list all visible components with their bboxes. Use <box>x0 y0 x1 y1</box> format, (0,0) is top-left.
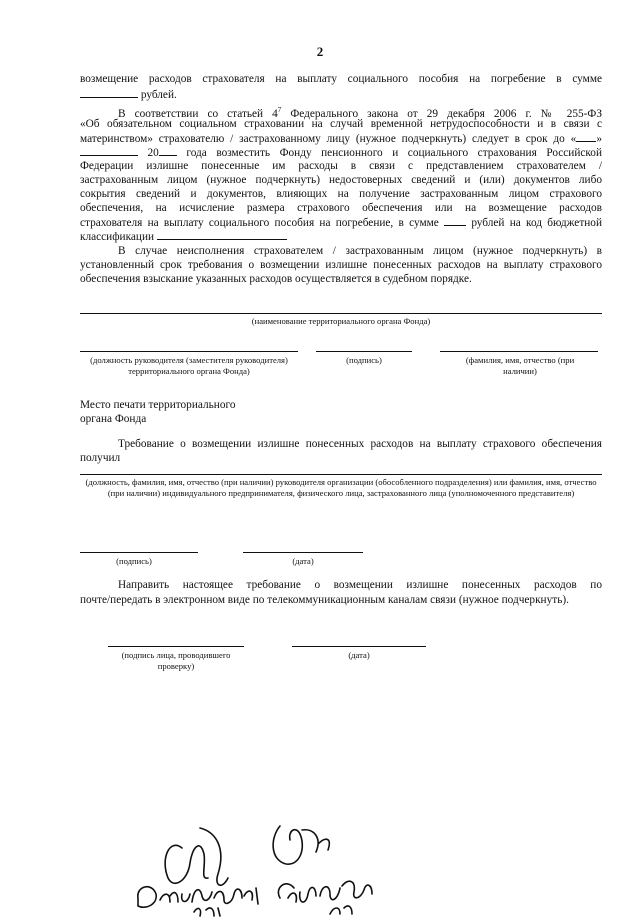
day-blank[interactable] <box>576 131 596 142</box>
p3-l1: В случае неисполнения страхователем / застрахованным лицом (нужное подчеркнуть) в <box>118 245 602 257</box>
paragraph-2-line-7 <box>80 187 602 202</box>
received-l1: Требование о возмещении излишне понесенных расходов на выплату страхового обеспечения <box>118 438 602 450</box>
caption-signature-2: (подпись) <box>116 556 152 566</box>
p2-l6: застрахованным лицом (нужное подчеркнуть) недостоверных сведений и (или) документов либо <box>80 174 602 186</box>
p2-l5: Федерации излишне понесенные им расходы в связи с представлением страхователем / <box>80 160 602 172</box>
p2-l10: классификации <box>80 231 155 243</box>
p2-l9b: рублей на код бюджетной <box>471 217 603 229</box>
head-position-line[interactable] <box>80 351 298 352</box>
full-name-line-1[interactable] <box>440 351 598 352</box>
paragraph-2-line-2 <box>80 117 602 132</box>
paragraph-1-line-1 <box>80 72 602 87</box>
date-line-3[interactable] <box>292 646 426 647</box>
signature-line-2[interactable] <box>80 552 198 553</box>
p2-l8: обеспечения, на исчисление размера страхового обеспечения или на возмещение расходов <box>80 202 602 214</box>
date-line-2[interactable] <box>243 552 363 553</box>
caption-head-position: (должность руководителя (заместителя руководителя) территориального органа Фонда) <box>90 355 288 376</box>
caption-receiver: (должность, фамилия, имя, отчество (при наличии) руководителя организации (обособленного подразделения) или фамилия, имя, отчество (при наличии) индивидуального предпринимателя, физического лица, застрахованного лица (уполномоченного представителя) <box>85 477 597 498</box>
fund-name-line[interactable] <box>80 313 602 314</box>
kbk-blank[interactable] <box>157 229 287 240</box>
caption-full-name-1: (фамилия, имя, отчество (при наличии) <box>465 355 575 376</box>
p2-l2: «Об обязательном социальном страховании на случай временной нетрудоспособности и в связи с <box>80 118 602 130</box>
paragraph-1-text: возмещение расходов страхователя на выплату социального пособия на погребение в сумме <box>80 73 602 85</box>
paragraph-3-line-2 <box>80 258 602 273</box>
send-l1: Направить настоящее требование о возмещении излишне понесенных расходов по <box>118 579 602 591</box>
p2-l4a: 20 <box>147 147 159 159</box>
month-blank[interactable] <box>80 145 138 156</box>
p2-l9a: страхователя на выплату социального пособия на погребение, в сумме <box>80 217 439 229</box>
caption-date-3: (дата) <box>348 650 370 660</box>
year-blank[interactable] <box>159 145 177 156</box>
sum-blank[interactable] <box>444 215 466 226</box>
received-line-2: получил <box>80 452 121 464</box>
paragraph-1-tail: рублей. <box>140 89 177 101</box>
receiver-line[interactable] <box>80 474 602 475</box>
p2-l1b: Федерального закона от 29 декабря 2006 г. № 255-ФЗ <box>281 107 602 120</box>
paragraph-2-line-10 <box>80 229 602 245</box>
send-l2: почте/передать в электронном виде по телекоммуникационным каналам связи (нужное подчеркнуть). <box>80 594 569 606</box>
caption-date-2: (дата) <box>292 556 314 566</box>
paragraph-2-line-6 <box>80 173 602 188</box>
p2-l3b: » <box>596 133 602 145</box>
paragraph-2-line-5 <box>80 159 602 174</box>
p2-l3a: материнством» страхователю / застрахованному лицу (нужное подчеркнуть) следует в срок до « <box>80 133 577 145</box>
caption-signature-1: (подпись) <box>346 355 382 365</box>
p2-l4b: года возместить Фонду пенсионного и социального страхования Российской <box>186 147 602 159</box>
caption-fund-name: (наименование территориального органа Фонда) <box>251 316 431 326</box>
stamp-place-l1: Место печати территориального <box>80 399 236 411</box>
received-line-1 <box>118 437 602 452</box>
p2-l7: сокрытия сведений и документов, влияющих на получение застрахованным лицом страхового <box>80 188 602 200</box>
signature-line-1[interactable] <box>316 351 412 352</box>
checker-signature-line[interactable] <box>108 646 244 647</box>
page-number: 2 <box>316 44 324 59</box>
send-line-2 <box>80 593 602 608</box>
p3-l2: установленный срок требования о возмещении излишне понесенных расходов на выплату страхового <box>80 259 602 271</box>
handwritten-signatures <box>130 808 390 921</box>
p3-l3: обеспечения взыскание указанных расходов осуществляется в судебном порядке. <box>80 273 472 285</box>
p2-sup: 7 <box>277 106 282 114</box>
p2-l1: В соответствии со статьей 4 <box>118 107 278 120</box>
amount-blank[interactable] <box>80 87 138 98</box>
paragraph-3-line-3 <box>80 272 602 287</box>
paragraph-2-line-8 <box>80 201 602 216</box>
send-line-1 <box>80 578 602 593</box>
caption-checker-signature: (подпись лица, проводившего проверку) <box>121 650 231 671</box>
paragraph-3-line-1 <box>80 244 602 259</box>
paragraph-1-line-2 <box>80 87 602 103</box>
stamp-place-l2: органа Фонда <box>80 413 147 425</box>
